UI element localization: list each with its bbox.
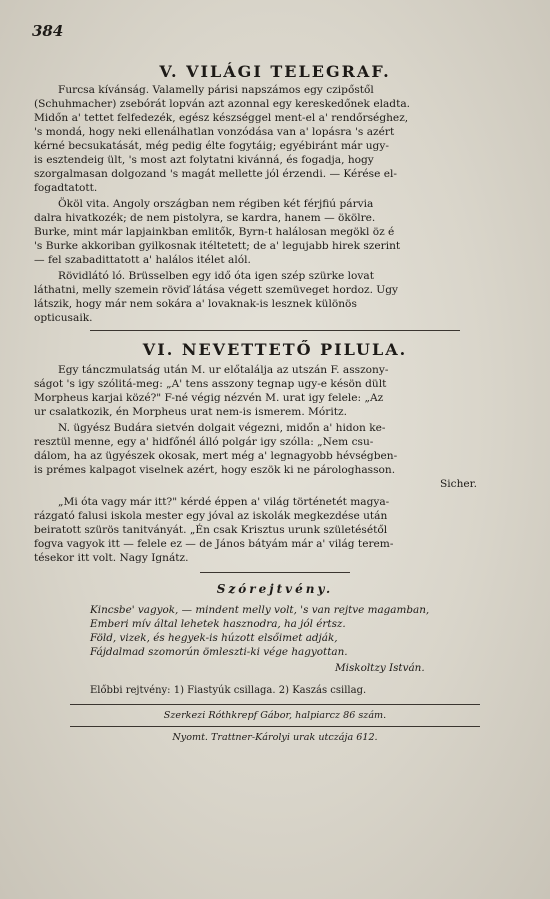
- text-line: láthatni, melly szemein röviď látása végett szemüveget hordoz. Ugy: [34, 284, 398, 296]
- author-signature: Sicher.: [440, 478, 477, 490]
- printer-line: Nyomt. Trattner-Károlyi urak utczája 612.: [172, 732, 378, 743]
- text-line: rázgató falusi iskola mester egy jóval az iskolák megkezdése után: [34, 510, 388, 522]
- section-title-nevetteto-pilula: VI. NEVETTETŐ PILULA.: [142, 340, 408, 359]
- text-line: Burke, mint már lapjainkban emlitők, Byrn-t halálosan megökl öz é: [34, 226, 395, 238]
- riddle-line: Föld, vizek, és hegyek-is húzott elsőimet adják,: [90, 632, 338, 644]
- text-line: fogadtatott.: [34, 182, 98, 194]
- text-line: Ököl vita. Angoly országban nem régiben két férjfiú párvia: [58, 198, 374, 210]
- text-line: tésekor itt volt. Nagy Ignátz.: [34, 552, 189, 564]
- text-line: ur csalatkozik, én Morpheus urat nem-is ismerem. Móritz.: [34, 406, 347, 418]
- riddle-line: Emberi mív által lehetek hasznodra, ha jól értsz.: [90, 618, 346, 630]
- text-line: Rövidlátó ló. Brüsselben egy idő óta igen szép szürke lovat: [58, 270, 374, 282]
- section-divider: [200, 572, 350, 573]
- text-line: resztül menne, egy a' hidfőnél álló polgár igy szólla: „Nem csu-: [34, 436, 374, 448]
- section-title-vilagi-telegraf: V. VILÁGI TELEGRAF.: [159, 62, 391, 81]
- text-line: Midőn a' tettet felfedezék, egész készséggel ment-el a' rendőrséghez,: [34, 112, 409, 124]
- footer-rule-middle: [70, 726, 480, 727]
- editor-line: Szerkezi Róthkrepf Gábor, halpiarcz 86 szám.: [163, 710, 387, 721]
- text-line: szorgalmasan dolgozand 's magát mellette jól érzendi. — Kérése el-: [34, 168, 397, 180]
- text-line: ságot 's igy szólitá-meg: „A' tens asszony tegnap ugy-e késön dült: [34, 378, 387, 390]
- text-line: (Schuhmacher) zsebórát lopván azt azonnal egy kereskedőnek eladta.: [34, 98, 411, 110]
- section-divider: [90, 330, 460, 331]
- text-line: 's mondá, hogy neki ellenálhatlan vonzódása van a' lopásra 's azért: [34, 126, 395, 138]
- text-line: Furcsa kívánság. Valamelly párisi napszámos egy czipőstől: [58, 84, 374, 96]
- text-line: — fel szabadittatott a' halálos itélet alól.: [34, 254, 251, 266]
- previous-riddle-answers: Előbbi rejtvény: 1) Fiastyúk csillaga. 2) Kaszás csillag.: [90, 685, 367, 696]
- text-line: is esztendeig ült, 's most azt folytatni kivánná, és fogadja, hogy: [34, 154, 374, 166]
- riddle-line: Fájdalmad szomorún ömleszti-ki vége hagyottan.: [90, 646, 348, 658]
- text-line: opticusaik.: [34, 312, 93, 324]
- text-line: látszik, hogy már nem sokára a' lovaknak-is lesznek különös: [34, 298, 357, 310]
- text-line: dálom, ha az ügyészek okosak, mert még a' legnagyobb hévségben-: [34, 450, 398, 462]
- text-line: N. ügyész Budára sietvén dolgait végezni, midőn a' hidon ke-: [58, 422, 386, 434]
- text-line: beiratott szürös tanitványát. „Én csak Krisztus urunk születésétől: [34, 524, 388, 536]
- page-number: 384: [32, 22, 64, 40]
- text-line: is prémes kalpagot viselnek azért, hogy eszök ki ne párologhasson.: [34, 464, 396, 476]
- text-line: dalra hivatkozék; de nem pistolyra, se kardra, hanem — ökölre.: [34, 212, 376, 224]
- footer-rule-top: [70, 704, 480, 705]
- text-line: kérné becsukatását, még pedig élte fogytáig; egyébiránt már ugy-: [34, 140, 389, 152]
- text-line: Egy tánczmulatság után M. ur előtalálja az utszán F. asszony-: [58, 364, 389, 376]
- text-line: fogva vagyok itt — felele ez — de János bátyám már a' világ terem-: [34, 538, 394, 550]
- riddle-line: Kincsbe' vagyok, — mindent melly volt, 's van rejtve magamban,: [90, 604, 430, 616]
- text-line: „Mi óta vagy már itt?" kérdé éppen a' világ történetét magya-: [58, 496, 390, 508]
- riddle-author: Miskoltzy István.: [335, 662, 425, 674]
- text-line: Morpheus karjai közé?" F-né végig nézvén M. urat igy felele: „Az: [34, 392, 384, 404]
- text-line: 's Burke akkoriban gyilkosnak itéltetett; de a' legujabb hirek szerint: [34, 240, 401, 252]
- riddle-title: Szórejtvény.: [216, 582, 334, 596]
